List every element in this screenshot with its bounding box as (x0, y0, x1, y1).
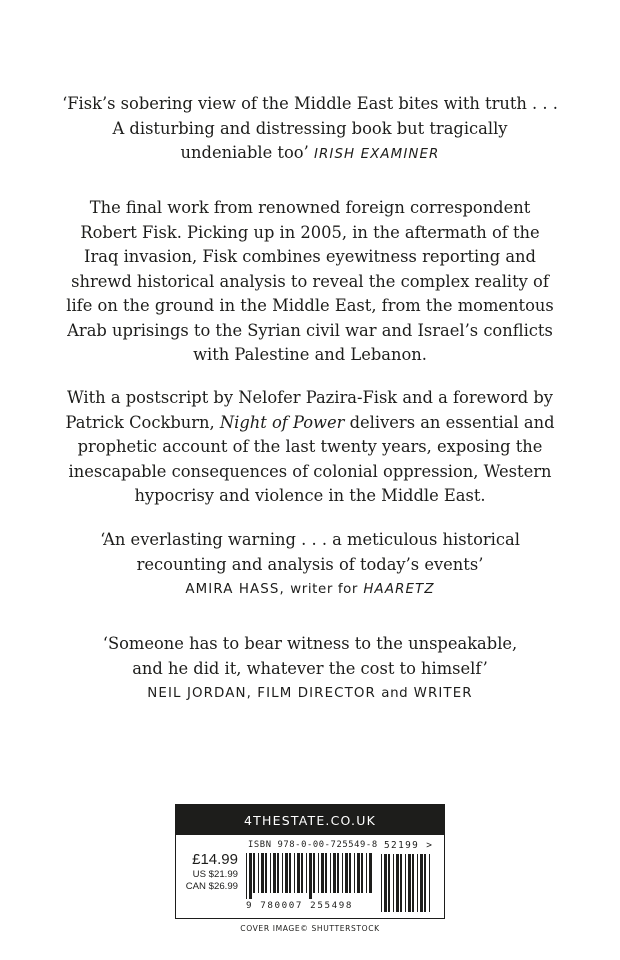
attribution-role: writer for (290, 582, 359, 597)
barcode-bar (277, 853, 279, 893)
barcode-bar (361, 853, 363, 893)
paragraph-line-end: delivers an essential and (349, 412, 555, 432)
barcode-bar (301, 853, 303, 893)
barcode-bar (384, 854, 387, 912)
barcode-bar (342, 853, 343, 893)
barcode-bar (357, 853, 360, 893)
quote-line: and he did it, whatever the cost to himself’ (132, 658, 488, 678)
addon-digits-value: 52199 (384, 840, 420, 851)
barcode-bar (309, 853, 312, 899)
blurb-line: life on the ground in the Middle East, from the momentous (66, 296, 554, 315)
attribution-role: WRITER (413, 686, 473, 701)
quote-irish-examiner (40, 92, 580, 168)
blurb-line: with Palestine and Lebanon. (193, 345, 427, 364)
isbn-label: ISBN 978-0-00-725549-8 (248, 840, 378, 850)
blurb-line: Arab uprisings to the Syrian civil war and Israel’s conflicts (67, 320, 553, 340)
blurb-line: Robert Fisk. Picking up in 2005, in the aftermath of the (80, 222, 540, 242)
price-can: CAN $26.99 (185, 881, 238, 892)
barcode-bar (393, 854, 394, 912)
quote-neil-jordan (40, 632, 580, 681)
blurb-paragraph (40, 196, 580, 368)
cover-image-credit: COVER IMAGE© SHUTTERSTOCK (240, 924, 380, 933)
barcode-bar (400, 854, 402, 912)
barcode-bar (396, 854, 399, 912)
paragraph-line: With a postscript by Nelofer Pazira-Fisk and a foreword by (66, 388, 554, 407)
price-us: US $21.99 (192, 869, 238, 880)
attribution-name: NEIL JORDAN, FILM DIRECTOR (147, 686, 376, 701)
barcode-bar (265, 853, 267, 893)
attribution-publication: HAARETZ (363, 582, 435, 597)
barcode-box (175, 804, 445, 919)
quote-line: recounting and analysis of today’s events’ (136, 554, 484, 574)
blurb-line: Iraq invasion, Fisk combines eyewitness reporting and (84, 247, 536, 266)
barcode-bar (349, 853, 351, 893)
barcode-bar (285, 853, 288, 893)
quote-attribution (40, 582, 580, 597)
blurb-line: shrewd historical analysis to reveal the complex reality of (71, 271, 549, 291)
barcode-bar (306, 853, 307, 893)
quote-line-end: undeniable too’ (180, 143, 309, 162)
barcode-bar (405, 854, 406, 912)
ean-digits: 9 780007 255498 (246, 900, 353, 911)
quote-line: ‘Fisk’s sobering view of the Middle East bites with truth . . . (62, 94, 558, 113)
barcode-bar (429, 854, 430, 912)
barcode-bar (294, 853, 295, 893)
publisher-website: 4THESTATE.CO.UK (176, 805, 444, 835)
barcode-bar (333, 853, 336, 893)
quote-line: ‘An everlasting warning . . . a meticulous historical (100, 530, 520, 549)
quote-line: ‘Someone has to bear witness to the unspeakable, (102, 634, 518, 653)
barcode-bar (318, 853, 319, 893)
quote-amira-hass (40, 528, 580, 577)
price-block (182, 851, 238, 893)
barcode-bar (261, 853, 264, 893)
barcode-bar (417, 854, 418, 912)
paragraph-line: inescapable consequences of colonial oppression, Western (68, 461, 552, 481)
barcode-bar (289, 853, 291, 893)
quote-line (40, 141, 580, 168)
barcode-bar (388, 854, 390, 912)
barcode-bar (381, 854, 382, 912)
barcode-bar (337, 853, 339, 893)
quote-line: A disturbing and distressing book but tragically (112, 118, 508, 138)
barcode-bar (258, 853, 259, 893)
attribution-name: AMIRA HASS, (185, 582, 285, 597)
attribution-and: and (381, 686, 409, 701)
barcode-bar (408, 854, 411, 912)
addon-digits (384, 840, 433, 851)
barcode-bar (270, 853, 271, 893)
blurb-line: The final work from renowned foreign correspondent (89, 198, 531, 217)
barcode-bar (325, 853, 327, 893)
barcode-bar (345, 853, 348, 893)
addon-arrow-mark: > (426, 840, 434, 851)
postscript-paragraph (40, 386, 580, 509)
barcode-bar (369, 853, 372, 893)
barcode-bar (366, 853, 367, 893)
quote-source: IRISH EXAMINER (313, 147, 440, 162)
barcode-bar (412, 854, 414, 912)
book-title: Night of Power (219, 412, 345, 432)
barcode-bar (297, 853, 300, 893)
barcode-bar (282, 853, 283, 893)
ean-barcode (246, 853, 374, 899)
paragraph-line: hypocrisy and violence in the Middle East. (134, 486, 486, 505)
quote-attribution (40, 686, 580, 701)
paragraph-line-start: Patrick Cockburn, (65, 412, 215, 432)
barcode-bar (354, 853, 355, 893)
addon-barcode (381, 854, 431, 912)
barcode-bar (253, 853, 255, 893)
price-uk: £14.99 (192, 851, 238, 868)
paragraph-line (40, 411, 580, 436)
barcode-bar (330, 853, 331, 893)
barcode-bar (321, 853, 324, 893)
barcode-bar (249, 853, 252, 899)
barcode-bar (424, 854, 426, 912)
paragraph-line: prophetic account of the last twenty years, exposing the (77, 437, 543, 456)
barcode-bar (246, 853, 247, 899)
barcode-bar (273, 853, 276, 893)
barcode-bar (420, 854, 423, 912)
barcode-bar (313, 853, 315, 893)
